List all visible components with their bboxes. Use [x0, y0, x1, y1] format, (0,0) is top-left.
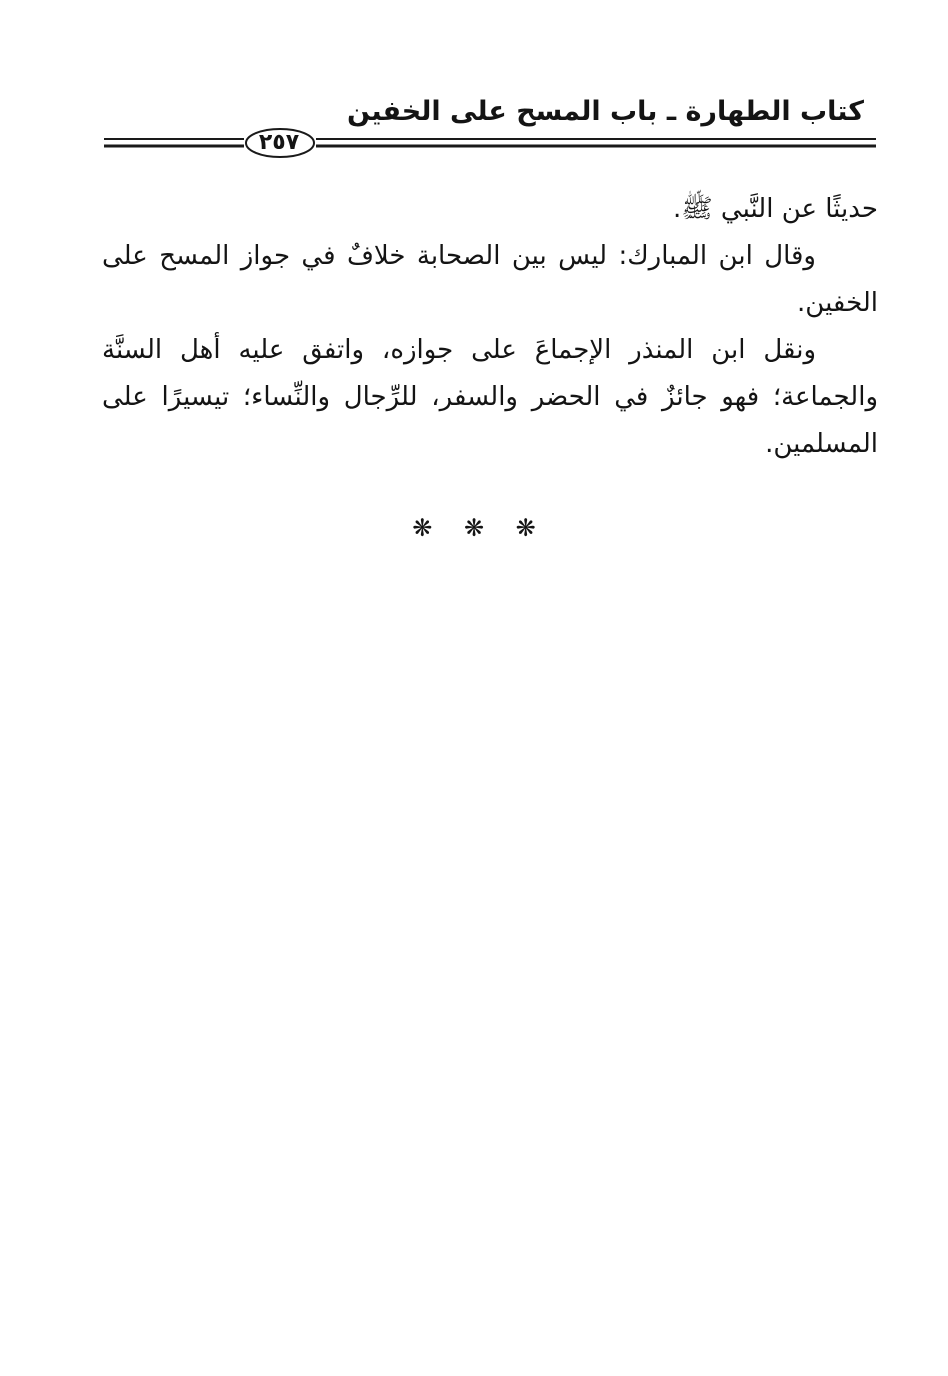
- header-rule: [104, 126, 876, 160]
- paragraph-continuation: حديثًا عن النَّبي ﷺ.: [672, 194, 878, 224]
- section-separator: ❋ ❋ ❋: [412, 514, 536, 542]
- running-header-title: كتاب الطهارة ـ باب المسح على الخفين: [347, 96, 864, 127]
- body-text: [102, 186, 878, 468]
- paragraph-ibn-al-mundhir: ونقل ابن المنذر الإجماعَ على جوازه، واتفق عليه أهل السنَّة والجماعة؛ فهو جائزٌ في الحضر والسفر، للرِّجال والنِّساء؛ تيسيرًا على المسلمين.: [102, 335, 878, 459]
- paragraph-ibn-al-mubarak: وقال ابن المبارك: ليس بين الصحابة خلافٌ في جواز المسح على الخفين.: [102, 241, 878, 318]
- page-number: ٢٥٧: [258, 130, 300, 155]
